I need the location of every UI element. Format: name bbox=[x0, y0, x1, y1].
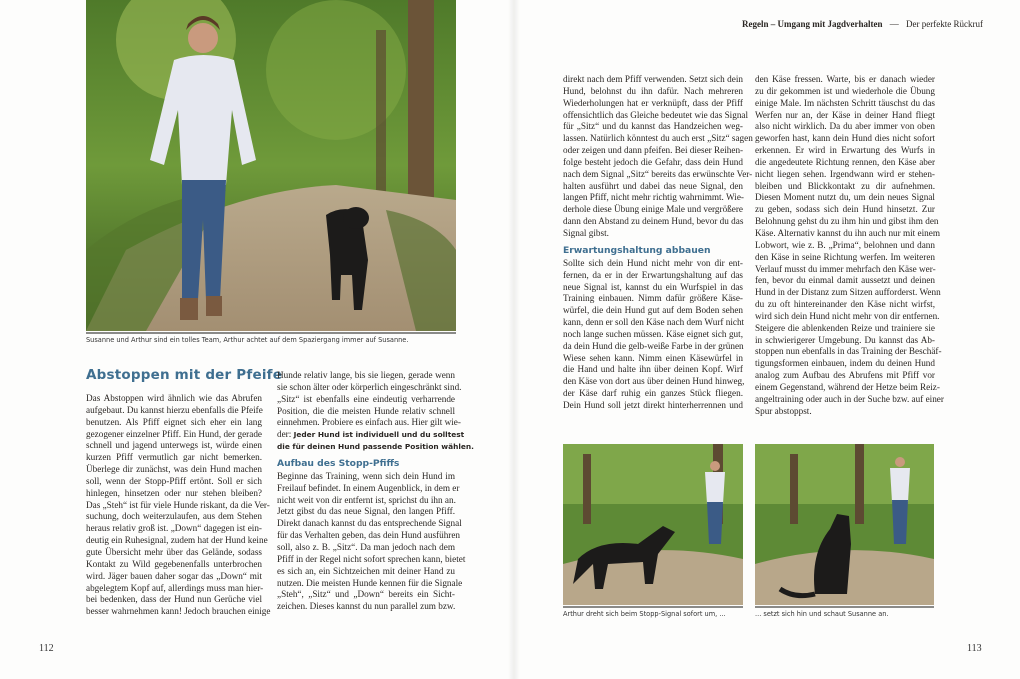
text-line: Signal gibst. bbox=[563, 227, 609, 238]
text-line: Käse. Alternativ kannst du ihn auch nur mit einem bbox=[755, 227, 940, 238]
text-line: besser wahrnehmen kann! Jedoch brauchen einige bbox=[86, 606, 271, 617]
text-line: Pfiff in der Regel nicht sofort sprechen kann, bietet bbox=[277, 553, 466, 564]
text-line: Direkt danach kannst du das entsprechende Signal bbox=[277, 518, 462, 529]
text-line: da dein Hund die gelb-weiße Farbe in der grünen bbox=[563, 340, 744, 351]
text-line: nutzen. Die meisten Hunde kennen für die Signale bbox=[277, 577, 463, 588]
text-line: lassen. Natürlich könntest du auch erst „Sitz“ sagen bbox=[563, 133, 753, 144]
text-line: es sich an, ein Sichtzeichen mit deiner Hand zu bbox=[277, 565, 455, 576]
text-line: Das „Steh“ ist für viele Hunde riskant, da die Ver- bbox=[86, 499, 270, 510]
text-line: schnell und jagend unterwegs ist, würde einen bbox=[86, 440, 262, 451]
text-line: Wiederholungen hat er verknüpft, dass der Pfiff bbox=[563, 97, 743, 108]
running-head-section: Regeln – Umgang mit Jagdverhalten bbox=[742, 19, 883, 29]
text-line: einige Male. Im nächsten Schritt täuschst du das bbox=[755, 97, 935, 108]
text-line: zeichen. Dieses kannst du nun parallel zum bzw. bbox=[277, 601, 456, 612]
page-number-right: 113 bbox=[967, 643, 982, 654]
text-line: „Sitz“ ist ebenfalls eine eindeutig verharrende bbox=[277, 393, 455, 404]
text-line: gute Übersicht mehr über das Gelände, sodass bbox=[86, 546, 262, 557]
text-line: für „Sitz“ und du kannst das Handzeichen weg- bbox=[563, 121, 743, 132]
text-line: der Käse darf ruhig ein ganzes Stück fliegen. bbox=[563, 388, 743, 399]
small-photo-caption-left: Arthur dreht sich beim Stopp-Signal sofort um, ... bbox=[563, 610, 726, 618]
text-line: nicht liegen sehen. Irgendwann wird er stehen- bbox=[755, 168, 935, 179]
running-head-dash: — bbox=[889, 19, 899, 29]
text-line: Das Abstoppen wird ähnlich wie das Abrufen bbox=[86, 393, 262, 403]
text-line: erkennen. Er wird in Erwartung des Wurfs in bbox=[755, 145, 935, 156]
text-line: einnehmen. Probiere es einfach aus. Hier gilt wie- bbox=[277, 417, 461, 428]
text-line: Jetzt gibst du das neue Signal, den langen Pfiff. bbox=[277, 506, 455, 517]
page-number-left: 112 bbox=[39, 643, 54, 654]
text-line: also nicht wirklich. Da du aber immer von oben bbox=[755, 121, 935, 132]
text-line: neue Signal ist, kannst du ein Wurfspiel in das bbox=[563, 281, 743, 292]
text-column-2 bbox=[277, 370, 474, 613]
text-line: Dein Hund soll jetzt direkt hinterherrennen und bbox=[563, 399, 743, 410]
text-line: nach dem Signal „Sitz“ bereits das erwünschte Ver- bbox=[563, 168, 753, 179]
text-line: du zu oft hintereinander den Käse nicht wirfst, bbox=[755, 299, 935, 310]
text-line: kann, denn er soll den Käse nach dem Wurf nicht bbox=[563, 317, 745, 328]
text-line: heraus relativ groß ist. „Down“ dagegen ist ein- bbox=[86, 523, 262, 534]
text-line: die angedeutete Richtung rennen, den Käse aber bbox=[755, 156, 935, 167]
text-line: Hunde relativ lange, bis sie liegen, gerade wenn bbox=[277, 370, 455, 380]
text-line: derhole diese Übung einige Male und vergrößere bbox=[563, 204, 743, 215]
text-line: Verlauf musst du immer mehrfach den Käse wer- bbox=[755, 263, 936, 274]
running-head-chapter: Der perfekte Rückruf bbox=[906, 19, 983, 29]
text-line: oder zeigen und dann pfeifen. Bei dieser Reihen- bbox=[563, 145, 744, 156]
subheading: Erwartungshaltung abbauen bbox=[563, 244, 711, 256]
text-line: noch lange suchen müssen. Käse eignet sich gut, bbox=[563, 328, 743, 339]
text-line: wird sich dein Hund nicht mehr von dir entfernen. bbox=[755, 310, 940, 321]
text-line: geworfen hast, kann dein Hund dies nicht sofort bbox=[755, 133, 935, 144]
text-line: aufgebaut. Du kannst hierzu ebenfalls die Pfeife bbox=[86, 404, 263, 415]
text-line: Hund, belohnst du ihn dafür. Nach mehreren bbox=[563, 85, 743, 96]
text-line bbox=[277, 441, 474, 453]
text-line: Überlege dir zunächst, was dein Hund machen bbox=[86, 464, 262, 475]
text-column-1 bbox=[86, 393, 271, 618]
text-line: Position, die die meisten Hunde relativ schnell bbox=[277, 405, 455, 416]
page-gutter bbox=[508, 0, 520, 679]
text-line: kurzen Pfiff vermutlich gar nicht bemerken. bbox=[86, 452, 262, 463]
photo-dog-turning bbox=[563, 444, 743, 605]
running-head bbox=[742, 19, 983, 29]
text-line: dann den Abstand zu deinem Hund, bevor du das bbox=[563, 216, 744, 227]
text-line: hinlegen, hinsetzen oder nur stehen bleiben? bbox=[86, 487, 262, 498]
text-line: „Steh“, „Sitz“ und „Down“ bereits ein Sicht- bbox=[277, 589, 455, 600]
text-line: folge besteht jedoch die Gefahr, dass dein Hund bbox=[563, 156, 743, 167]
text-line: Lobwort, wie z. B. „Prima“, belohnen und dann bbox=[755, 239, 935, 250]
text-line: bei bedenken, dass der Hund nun Gerüche viel bbox=[86, 594, 262, 605]
text-line: würfel, die dein Hund gut auf dem Boden sehen bbox=[563, 305, 743, 316]
text-line: Steigere die ablenkenden Reize und trainiere sie bbox=[755, 322, 935, 333]
text-line bbox=[277, 429, 465, 441]
text-line: den Käse fressen. Warte, bis er danach wieder bbox=[755, 74, 935, 84]
text-column-4 bbox=[755, 74, 944, 417]
text-line: für das Verhalten geben, das dein Hund ausführen bbox=[277, 530, 461, 541]
text-line: abgelegtem Kopf auf, allerdings muss man hier- bbox=[86, 582, 264, 593]
text-line: zu geben, sodass sich dein Hund hinsetzt. Zur bbox=[755, 204, 935, 215]
text-line: Training einbauen. Nimm dafür größere Käse- bbox=[563, 293, 743, 304]
text-line: zu dir gekommen ist und wiederhole die Übung bbox=[755, 85, 935, 96]
text-line: den Käse von dort aus über deinen Hund hinweg, bbox=[563, 376, 745, 387]
text-line: tigungsformen einbauen, indem du deinen Hund bbox=[755, 358, 935, 369]
photo-rule bbox=[563, 606, 743, 608]
text-line: nicht weit von dir entfernt ist, sprichst du ihn an. bbox=[277, 494, 456, 505]
text-line: Werfen nur an, der Käse in deiner Hand fliegt bbox=[755, 109, 935, 120]
text-line: wird. Jäger bauen daher sogar das „Down“ mit bbox=[86, 570, 262, 581]
text-line: direkt nach dem Pfiff verwenden. Setzt sich dein bbox=[563, 74, 743, 84]
subheading: Aufbau des Stopp-Pfiffs bbox=[277, 457, 400, 469]
text-line: offensichtlich das Gleiche bedeutet wie das Signal bbox=[563, 109, 749, 120]
main-photo-caption: Susanne und Arthur sind ein tolles Team, Arthur achtet auf dem Spaziergang immer auf Susanne. bbox=[86, 336, 409, 344]
text-line: Belohnung gehst du zu ihm hin und gibst ihm den bbox=[755, 216, 939, 227]
text-line: langen Pfiff, nicht mehr richtig wahrnimmt. Wie- bbox=[563, 192, 744, 203]
text-line: benutzen. Als Pfiff eignet sich eher ein lang bbox=[86, 416, 262, 427]
text-line: Beginne das Training, wenn sich dein Hund im bbox=[277, 470, 455, 481]
text-line: Kontakt zu Wild gegebenenfalls unterbrochen bbox=[86, 558, 262, 569]
text-line: bleiben und Blickkontakt zu dir aufnehmen. bbox=[755, 180, 935, 191]
text-line: angeltraining oder auch in der Suche bzw. auf einer bbox=[755, 393, 944, 404]
text-line: fen, bevor du einmal damit aussetzt und deinen bbox=[755, 275, 935, 286]
section-heading: Abstoppen mit der Pfeife bbox=[86, 367, 283, 383]
text-line: die Hand und halte ihn über deinen Kopf. Wirf bbox=[563, 364, 743, 375]
photo-dog-sitting bbox=[755, 444, 934, 605]
text-line: Freilauf befindet. In einem Augenblick, in dem er bbox=[277, 482, 460, 493]
text-line: halten ausführt und dabei das neue Signal, den bbox=[563, 180, 743, 191]
photo-rule bbox=[755, 606, 934, 608]
photo-rule bbox=[86, 332, 456, 334]
text-line: Hund in der Distanz zum Sitzen aufforderst. Wenn bbox=[755, 287, 941, 298]
text-line: in schwierigerer Umgebung. Du kannst das Ab- bbox=[755, 334, 935, 345]
text-line: fernen, da er in der Erwartungshaltung auf das bbox=[563, 269, 743, 280]
text-line: Wiese sehen kann. Nimm einen Käsewürfel in bbox=[563, 352, 743, 363]
text-line: gezogener einzelner Pfiff. Ein Hund, der gerade bbox=[86, 428, 262, 439]
text-line: deutig ein Ruhesignal, zudem hat der Hund keine bbox=[86, 535, 268, 546]
text-line: suchung, doch weiterzulaufen, aus dem Stehen bbox=[86, 511, 262, 522]
text-run: der: bbox=[277, 429, 294, 440]
photo-woman-and-dog-walking bbox=[86, 0, 456, 331]
text-line: Diesen Moment nutzt du, um dein neues Signal bbox=[755, 192, 935, 203]
text-line: stoppen nun ebenfalls in das Training der Beschäf- bbox=[755, 346, 942, 357]
text-line: analog zum Aufbau des Abrufens mit Pfiff vor bbox=[755, 370, 935, 381]
text-line: soll, wenn der Stopp-Pfiff ertönt. Soll er sich bbox=[86, 475, 262, 486]
text-line: soll, also z. B. „Sitz“. Da man jedoch nach dem bbox=[277, 541, 455, 552]
text-line: Spur abstoppst. bbox=[755, 405, 812, 416]
text-line: den Käse in seine Richtung werfen. Im weiteren bbox=[755, 251, 935, 262]
emphasis-text: Jeder Hund ist individuell und du solltest bbox=[293, 430, 465, 440]
text-line: einem Gegenstand, während der Hetze beim Reiz- bbox=[755, 381, 940, 392]
text-line: sie schon älter oder körperlich eingeschränkt sind. bbox=[277, 381, 462, 392]
emphasis-text: die für deinen Hund passende Position wählen. bbox=[277, 442, 474, 452]
small-photo-caption-right: ... setzt sich hin und schaut Susanne an. bbox=[755, 610, 889, 618]
text-line: Sollte sich dein Hund nicht mehr von dir ent- bbox=[563, 257, 743, 268]
text-column-3 bbox=[563, 74, 753, 412]
